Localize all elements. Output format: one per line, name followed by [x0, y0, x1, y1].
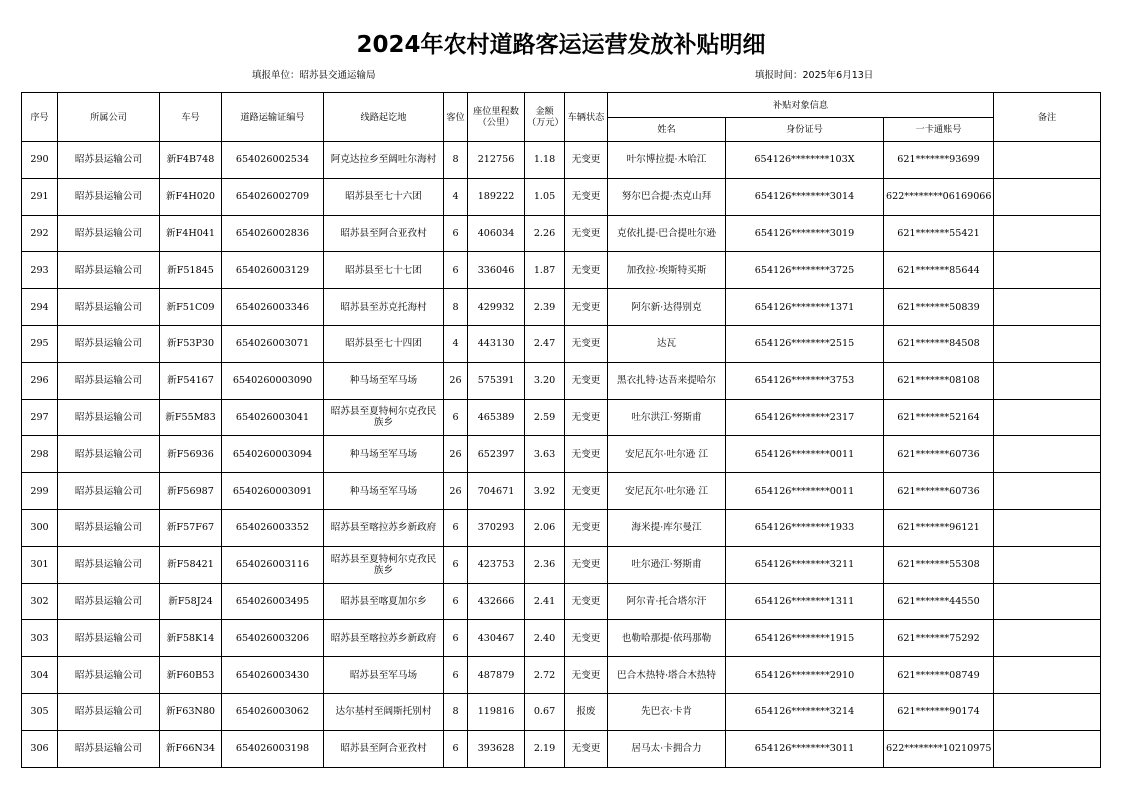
- cell-company: 昭苏县运输公司: [58, 142, 160, 179]
- cell-company: 昭苏县运输公司: [58, 730, 160, 767]
- cell-id-no: 654126********3019: [726, 215, 884, 252]
- cell-seats: 6: [444, 509, 468, 546]
- cell-amount: 1.87: [525, 252, 565, 289]
- cell-account: 621*******60736: [884, 436, 994, 473]
- cell-remark: [994, 399, 1101, 436]
- cell-name: 居马太·卡拥合力: [608, 730, 726, 767]
- cell-remark: [994, 730, 1101, 767]
- cell-permit: 6540260003094: [222, 436, 324, 473]
- cell-seat-km: 189222: [468, 178, 525, 215]
- cell-company: 昭苏县运输公司: [58, 252, 160, 289]
- cell-id-no: 654126********3014: [726, 178, 884, 215]
- cell-name: 巴合木热特·塔合木热特: [608, 657, 726, 694]
- cell-remark: [994, 509, 1101, 546]
- cell-status: 无变更: [565, 325, 608, 362]
- cell-seats: 6: [444, 620, 468, 657]
- cell-remark: [994, 546, 1101, 583]
- cell-plate: 新F4B748: [160, 142, 222, 179]
- cell-index: 304: [22, 657, 58, 694]
- cell-permit: 654026003495: [222, 583, 324, 620]
- cell-account: 621*******50839: [884, 289, 994, 326]
- cell-status: 无变更: [565, 546, 608, 583]
- cell-company: 昭苏县运输公司: [58, 620, 160, 657]
- cell-permit: 654026003206: [222, 620, 324, 657]
- cell-remark: [994, 325, 1101, 362]
- cell-permit: 654026003041: [222, 399, 324, 436]
- cell-remark: [994, 252, 1101, 289]
- cell-seat-km: 423753: [468, 546, 525, 583]
- cell-route: 种马场至军马场: [324, 473, 444, 510]
- cell-amount: 2.26: [525, 215, 565, 252]
- cell-account: 622********10210975: [884, 730, 994, 767]
- cell-remark: [994, 436, 1101, 473]
- cell-route: 昭苏县至阿合亚孜村: [324, 730, 444, 767]
- cell-route: 达尔基村至阔斯托别村: [324, 693, 444, 730]
- cell-status: 无变更: [565, 142, 608, 179]
- cell-seat-km: 119816: [468, 693, 525, 730]
- cell-seat-km: 575391: [468, 362, 525, 399]
- cell-route: 昭苏县至夏特柯尔克孜民族乡: [324, 546, 444, 583]
- cell-id-no: 654126********1371: [726, 289, 884, 326]
- cell-permit: 654026002836: [222, 215, 324, 252]
- cell-company: 昭苏县运输公司: [58, 362, 160, 399]
- cell-account: 622********06169066: [884, 178, 994, 215]
- cell-permit: 654026003116: [222, 546, 324, 583]
- subsidy-table: [21, 92, 1101, 768]
- cell-seat-km: 429932: [468, 289, 525, 326]
- cell-index: 305: [22, 693, 58, 730]
- cell-amount: 2.36: [525, 546, 565, 583]
- cell-plate: 新F58K14: [160, 620, 222, 657]
- cell-company: 昭苏县运输公司: [58, 657, 160, 694]
- cell-index: 291: [22, 178, 58, 215]
- cell-index: 298: [22, 436, 58, 473]
- cell-permit: 6540260003091: [222, 473, 324, 510]
- table-row: [22, 399, 1101, 436]
- header-company: 所属公司: [58, 93, 160, 142]
- cell-seat-km: 430467: [468, 620, 525, 657]
- cell-seat-km: 652397: [468, 436, 525, 473]
- cell-account: 621*******08749: [884, 657, 994, 694]
- table-row: [22, 657, 1101, 694]
- cell-id-no: 654126********1933: [726, 509, 884, 546]
- cell-company: 昭苏县运输公司: [58, 325, 160, 362]
- cell-account: 621*******85644: [884, 252, 994, 289]
- cell-amount: 2.39: [525, 289, 565, 326]
- cell-seat-km: 432666: [468, 583, 525, 620]
- cell-route: 种马场至军马场: [324, 436, 444, 473]
- cell-route: 昭苏县至阿合亚孜村: [324, 215, 444, 252]
- cell-amount: 2.41: [525, 583, 565, 620]
- cell-index: 299: [22, 473, 58, 510]
- cell-seats: 4: [444, 178, 468, 215]
- cell-plate: 新F58421: [160, 546, 222, 583]
- cell-company: 昭苏县运输公司: [58, 509, 160, 546]
- cell-seat-km: 704671: [468, 473, 525, 510]
- table-row: [22, 362, 1101, 399]
- cell-remark: [994, 583, 1101, 620]
- cell-route: 昭苏县至七十四团: [324, 325, 444, 362]
- table-row: [22, 693, 1101, 730]
- header-seats: 客位: [444, 93, 468, 142]
- cell-seats: 6: [444, 657, 468, 694]
- cell-status: 无变更: [565, 399, 608, 436]
- cell-plate: 新F53P30: [160, 325, 222, 362]
- cell-status: 无变更: [565, 252, 608, 289]
- cell-name: 努尔巴合提·杰克山拜: [608, 178, 726, 215]
- cell-name: 吐尔逊江·努斯甫: [608, 546, 726, 583]
- cell-plate: 新F57F67: [160, 509, 222, 546]
- cell-seats: 8: [444, 142, 468, 179]
- cell-plate: 新F58J24: [160, 583, 222, 620]
- table-row: [22, 252, 1101, 289]
- cell-account: 621*******84508: [884, 325, 994, 362]
- cell-remark: [994, 620, 1101, 657]
- cell-index: 295: [22, 325, 58, 362]
- cell-account: 621*******08108: [884, 362, 994, 399]
- cell-account: 621*******55308: [884, 546, 994, 583]
- cell-amount: 3.63: [525, 436, 565, 473]
- cell-index: 297: [22, 399, 58, 436]
- cell-status: 无变更: [565, 178, 608, 215]
- cell-plate: 新F51845: [160, 252, 222, 289]
- cell-amount: 2.19: [525, 730, 565, 767]
- cell-amount: 1.18: [525, 142, 565, 179]
- cell-route: 昭苏县至喀拉苏乡新政府: [324, 620, 444, 657]
- cell-permit: 654026003346: [222, 289, 324, 326]
- cell-company: 昭苏县运输公司: [58, 215, 160, 252]
- cell-seats: 6: [444, 252, 468, 289]
- cell-amount: 1.05: [525, 178, 565, 215]
- cell-company: 昭苏县运输公司: [58, 289, 160, 326]
- cell-plate: 新F63N80: [160, 693, 222, 730]
- cell-account: 621*******60736: [884, 473, 994, 510]
- cell-name: 海米提·库尔曼江: [608, 509, 726, 546]
- cell-permit: 654026003198: [222, 730, 324, 767]
- cell-permit: 6540260003090: [222, 362, 324, 399]
- cell-seats: 26: [444, 436, 468, 473]
- cell-remark: [994, 142, 1101, 179]
- cell-id-no: 654126********1915: [726, 620, 884, 657]
- cell-index: 301: [22, 546, 58, 583]
- cell-id-no: 654126********3753: [726, 362, 884, 399]
- cell-amount: 3.92: [525, 473, 565, 510]
- cell-id-no: 654126********3214: [726, 693, 884, 730]
- cell-plate: 新F66N34: [160, 730, 222, 767]
- cell-id-no: 654126********0011: [726, 436, 884, 473]
- cell-index: 302: [22, 583, 58, 620]
- header-plate: 车号: [160, 93, 222, 142]
- header-status: 车辆状态: [565, 93, 608, 142]
- cell-company: 昭苏县运输公司: [58, 546, 160, 583]
- cell-amount: 2.40: [525, 620, 565, 657]
- cell-name: 克依扎提·巴合提吐尔逊: [608, 215, 726, 252]
- cell-company: 昭苏县运输公司: [58, 473, 160, 510]
- cell-amount: 0.67: [525, 693, 565, 730]
- cell-index: 294: [22, 289, 58, 326]
- cell-id-no: 654126********0011: [726, 473, 884, 510]
- cell-plate: 新F54167: [160, 362, 222, 399]
- cell-company: 昭苏县运输公司: [58, 693, 160, 730]
- cell-seats: 6: [444, 215, 468, 252]
- cell-index: 290: [22, 142, 58, 179]
- cell-id-no: 654126********2515: [726, 325, 884, 362]
- cell-amount: 3.20: [525, 362, 565, 399]
- header-route: 线路起讫地: [324, 93, 444, 142]
- cell-status: 报废: [565, 693, 608, 730]
- cell-seat-km: 370293: [468, 509, 525, 546]
- cell-status: 无变更: [565, 289, 608, 326]
- cell-remark: [994, 473, 1101, 510]
- cell-seat-km: 443130: [468, 325, 525, 362]
- cell-remark: [994, 693, 1101, 730]
- cell-permit: 654026003071: [222, 325, 324, 362]
- cell-id-no: 654126********2317: [726, 399, 884, 436]
- cell-remark: [994, 215, 1101, 252]
- cell-name: 安尼瓦尔·吐尔逊 江: [608, 436, 726, 473]
- cell-status: 无变更: [565, 657, 608, 694]
- cell-seats: 6: [444, 583, 468, 620]
- header-seat-km: 座位里程数（公里）: [468, 93, 525, 142]
- cell-permit: 654026002534: [222, 142, 324, 179]
- header-remark: 备注: [994, 93, 1101, 142]
- cell-seat-km: 487879: [468, 657, 525, 694]
- cell-index: 293: [22, 252, 58, 289]
- cell-index: 300: [22, 509, 58, 546]
- cell-name: 加孜拉·埃斯特买斯: [608, 252, 726, 289]
- table-row: [22, 142, 1101, 179]
- cell-route: 昭苏县至夏特柯尔克孜民族乡: [324, 399, 444, 436]
- cell-name: 阿尔新·达得别克: [608, 289, 726, 326]
- header-id-no: 身份证号: [726, 118, 884, 142]
- cell-account: 621*******52164: [884, 399, 994, 436]
- table-row: [22, 178, 1101, 215]
- cell-seats: 6: [444, 730, 468, 767]
- reporting-unit: 填报单位：昭苏县交通运输局: [252, 70, 376, 81]
- cell-amount: 2.47: [525, 325, 565, 362]
- table-row: [22, 730, 1101, 767]
- header-permit: 道路运输证编号: [222, 93, 324, 142]
- cell-status: 无变更: [565, 583, 608, 620]
- cell-amount: 2.59: [525, 399, 565, 436]
- cell-route: 昭苏县至军马场: [324, 657, 444, 694]
- reporting-date: 填报时间：2025年6月13日: [755, 70, 874, 81]
- cell-remark: [994, 289, 1101, 326]
- table-row: [22, 583, 1101, 620]
- cell-index: 303: [22, 620, 58, 657]
- cell-plate: 新F56987: [160, 473, 222, 510]
- cell-company: 昭苏县运输公司: [58, 436, 160, 473]
- cell-permit: 654026002709: [222, 178, 324, 215]
- cell-id-no: 654126********3725: [726, 252, 884, 289]
- cell-permit: 654026003129: [222, 252, 324, 289]
- cell-seat-km: 465389: [468, 399, 525, 436]
- cell-id-no: 654126********3011: [726, 730, 884, 767]
- cell-route: 昭苏县至喀夏加尔乡: [324, 583, 444, 620]
- cell-seat-km: 406034: [468, 215, 525, 252]
- cell-route: 昭苏县至喀拉苏乡新政府: [324, 509, 444, 546]
- cell-name: 叶尔博拉提·木哈江: [608, 142, 726, 179]
- cell-route: 昭苏县至七十六团: [324, 178, 444, 215]
- page-title: 2024年农村道路客运运营发放补贴明细: [356, 32, 766, 58]
- cell-seat-km: 212756: [468, 142, 525, 179]
- cell-name: 吐尔洪江·努斯甫: [608, 399, 726, 436]
- cell-remark: [994, 178, 1101, 215]
- header-amount: 金额（万元）: [525, 93, 565, 142]
- cell-amount: 2.72: [525, 657, 565, 694]
- table-row: [22, 325, 1101, 362]
- cell-plate: 新F4H020: [160, 178, 222, 215]
- cell-account: 621*******44550: [884, 583, 994, 620]
- table-body: [22, 142, 1101, 768]
- cell-id-no: 654126********103X: [726, 142, 884, 179]
- table-row: [22, 436, 1101, 473]
- cell-route: 昭苏县至苏克托海村: [324, 289, 444, 326]
- cell-seat-km: 336046: [468, 252, 525, 289]
- cell-id-no: 654126********1311: [726, 583, 884, 620]
- header-name: 姓名: [608, 118, 726, 142]
- cell-index: 296: [22, 362, 58, 399]
- cell-status: 无变更: [565, 436, 608, 473]
- cell-name: 安尼瓦尔·吐尔逊 江: [608, 473, 726, 510]
- cell-plate: 新F51C09: [160, 289, 222, 326]
- cell-permit: 654026003352: [222, 509, 324, 546]
- cell-seats: 6: [444, 399, 468, 436]
- table-row: [22, 509, 1101, 546]
- cell-account: 621*******90174: [884, 693, 994, 730]
- cell-name: 达瓦: [608, 325, 726, 362]
- header-account: 一卡通账号: [884, 118, 994, 142]
- cell-name: 先巴衣·卡肯: [608, 693, 726, 730]
- cell-status: 无变更: [565, 362, 608, 399]
- cell-plate: 新F55M83: [160, 399, 222, 436]
- cell-seats: 26: [444, 362, 468, 399]
- cell-status: 无变更: [565, 620, 608, 657]
- cell-seats: 6: [444, 546, 468, 583]
- cell-permit: 654026003430: [222, 657, 324, 694]
- cell-id-no: 654126********3211: [726, 546, 884, 583]
- cell-status: 无变更: [565, 215, 608, 252]
- cell-remark: [994, 657, 1101, 694]
- header-recipient-group: 补贴对象信息: [608, 93, 994, 118]
- table-row: [22, 215, 1101, 252]
- cell-account: 621*******93699: [884, 142, 994, 179]
- cell-route: 种马场至军马场: [324, 362, 444, 399]
- cell-seat-km: 393628: [468, 730, 525, 767]
- table-row: [22, 473, 1101, 510]
- table-row: [22, 620, 1101, 657]
- cell-status: 无变更: [565, 473, 608, 510]
- cell-company: 昭苏县运输公司: [58, 178, 160, 215]
- cell-name: 阿尔青·托合塔尔汗: [608, 583, 726, 620]
- cell-amount: 2.06: [525, 509, 565, 546]
- cell-index: 306: [22, 730, 58, 767]
- cell-plate: 新F4H041: [160, 215, 222, 252]
- cell-plate: 新F60B53: [160, 657, 222, 694]
- cell-plate: 新F56936: [160, 436, 222, 473]
- cell-route: 阿克达拉乡至阔吐尔海村: [324, 142, 444, 179]
- cell-route: 昭苏县至七十七团: [324, 252, 444, 289]
- cell-company: 昭苏县运输公司: [58, 583, 160, 620]
- cell-account: 621*******96121: [884, 509, 994, 546]
- cell-name: 也勒哈那提·依玛那勒: [608, 620, 726, 657]
- table-row: [22, 289, 1101, 326]
- cell-seats: 8: [444, 289, 468, 326]
- cell-company: 昭苏县运输公司: [58, 399, 160, 436]
- cell-id-no: 654126********2910: [726, 657, 884, 694]
- cell-seats: 26: [444, 473, 468, 510]
- cell-permit: 654026003062: [222, 693, 324, 730]
- cell-seats: 4: [444, 325, 468, 362]
- cell-account: 621*******75292: [884, 620, 994, 657]
- cell-account: 621*******55421: [884, 215, 994, 252]
- cell-name: 黑衣扎特·达吾来提哈尔: [608, 362, 726, 399]
- cell-seats: 8: [444, 693, 468, 730]
- cell-index: 292: [22, 215, 58, 252]
- header-index: 序号: [22, 93, 58, 142]
- cell-status: 无变更: [565, 730, 608, 767]
- table-row: [22, 546, 1101, 583]
- cell-remark: [994, 362, 1101, 399]
- cell-status: 无变更: [565, 509, 608, 546]
